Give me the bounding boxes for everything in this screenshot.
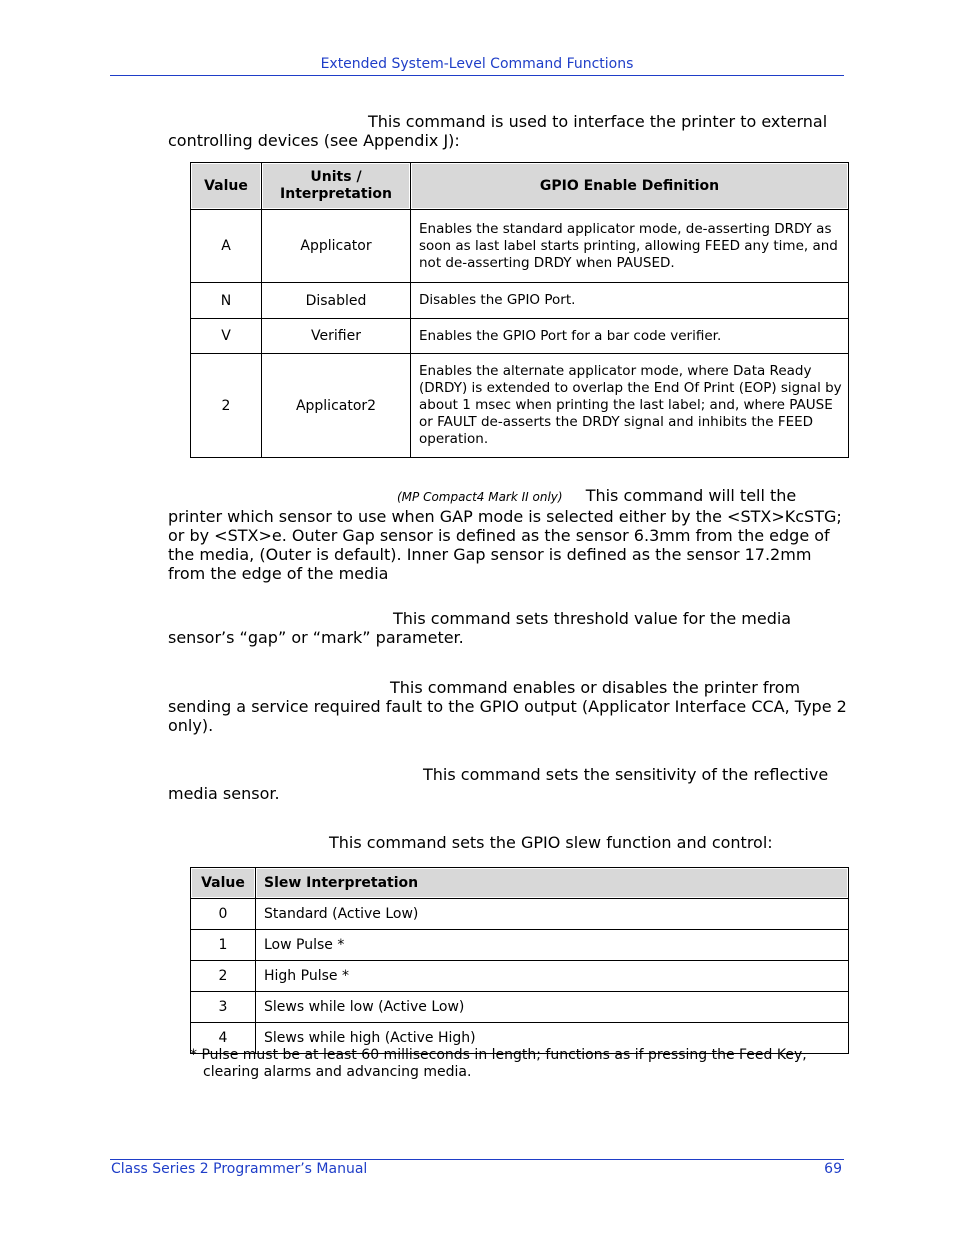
cell-interpretation: Slews while high (Active High) <box>256 1023 849 1054</box>
footer-rule <box>110 1159 844 1160</box>
column-header-value: Value <box>191 868 256 899</box>
model-note: (MP Compact4 Mark II only) <box>397 490 563 504</box>
gpio-enable-line1: This command is used to interface the printer to external <box>368 112 828 131</box>
footnote-line2: clearing alarms and advancing media. <box>203 1064 472 1080</box>
reflective-line2: media sensor. <box>168 784 280 803</box>
threshold-line1: This command sets threshold value for the media <box>393 609 792 628</box>
running-header: Extended System-Level Command Functions <box>320 56 634 72</box>
cell-interpretation: High Pulse * <box>256 961 849 992</box>
table-row <box>191 961 849 992</box>
cell-units: Disabled <box>262 283 411 319</box>
column-header-units: Units / Interpretation <box>262 163 411 210</box>
table-row <box>191 319 849 354</box>
gap-sensor-description <box>168 486 848 583</box>
threshold-description <box>168 609 848 647</box>
table-row <box>191 210 849 283</box>
column-header-interpretation: Slew Interpretation <box>256 868 849 899</box>
cell-value: 4 <box>191 1023 256 1054</box>
cell-value: 0 <box>191 899 256 930</box>
reflective-description <box>168 765 848 803</box>
gap-sensor-body: printer which sensor to use when GAP mode is selected either by the <STX>KcSTG; or by <STX>e. Outer Gap sensor is defined as the sensor 6.3mm from the edge of the media, (Outer is default). Inner Gap sensor is defined as the sensor 17.2mm from the edge of the media <box>168 507 842 583</box>
gpio-enable-line2: controlling devices (see Appendix J): <box>168 131 460 150</box>
table-header-row <box>191 163 849 210</box>
table-row <box>191 899 849 930</box>
threshold-line2: sensor’s “gap” or “mark” parameter. <box>168 628 464 647</box>
gpio-enable-table <box>190 162 849 458</box>
table-row <box>191 992 849 1023</box>
cell-value: 2 <box>191 961 256 992</box>
table-row <box>191 283 849 319</box>
cell-units: Applicator <box>262 210 411 283</box>
cell-value: N <box>191 283 262 319</box>
service-fault-description <box>168 678 848 735</box>
column-header-value: Value <box>191 163 262 210</box>
footnote-line1: * Pulse must be at least 60 milliseconds in length; functions as if pressing the Feed Key, <box>190 1047 807 1063</box>
cell-value: 3 <box>191 992 256 1023</box>
table-row <box>191 354 849 458</box>
cell-value: A <box>191 210 262 283</box>
footer-manual-title: Class Series 2 Programmer’s Manual <box>111 1161 368 1177</box>
reflective-line1: This command sets the sensitivity of the reflective <box>423 765 829 784</box>
cell-definition: Disables the GPIO Port. <box>411 283 849 319</box>
cell-value: 1 <box>191 930 256 961</box>
cell-interpretation: Standard (Active Low) <box>256 899 849 930</box>
slew-table <box>190 867 849 1054</box>
cell-definition: Enables the alternate applicator mode, where Data Ready (DRDY) is extended to overlap the End Of Print (EOP) signal by about 1 msec when printing the last label; and, where PAUSE or FAULT de-asserts the DRDY signal and inhibits the FEED operation. <box>411 354 849 458</box>
cell-definition: Enables the standard applicator mode, de-asserting DRDY as soon as last label starts printing, allowing FEED any time, and not de-asserting DRDY when PAUSED. <box>411 210 849 283</box>
cell-interpretation: Slews while low (Active Low) <box>256 992 849 1023</box>
header-rule <box>110 75 844 76</box>
cell-units: Applicator2 <box>262 354 411 458</box>
slew-description <box>168 833 848 852</box>
service-fault-line1: This command enables or disables the printer from <box>390 678 801 697</box>
cell-units: Verifier <box>262 319 411 354</box>
cell-definition: Enables the GPIO Port for a bar code verifier. <box>411 319 849 354</box>
slew-footnote <box>190 1047 850 1081</box>
cell-value: V <box>191 319 262 354</box>
page-number: 69 <box>824 1161 842 1177</box>
cell-value: 2 <box>191 354 262 458</box>
table-row <box>191 930 849 961</box>
gap-sensor-line1: This command will tell the <box>585 486 797 505</box>
table-header-row <box>191 868 849 899</box>
gpio-enable-description <box>168 112 848 150</box>
slew-line1: This command sets the GPIO slew function and control: <box>329 833 773 852</box>
column-header-definition: GPIO Enable Definition <box>411 163 849 210</box>
cell-interpretation: Low Pulse * <box>256 930 849 961</box>
service-fault-body: sending a service required fault to the GPIO output (Applicator Interface CCA, Type 2 only). <box>168 697 847 735</box>
